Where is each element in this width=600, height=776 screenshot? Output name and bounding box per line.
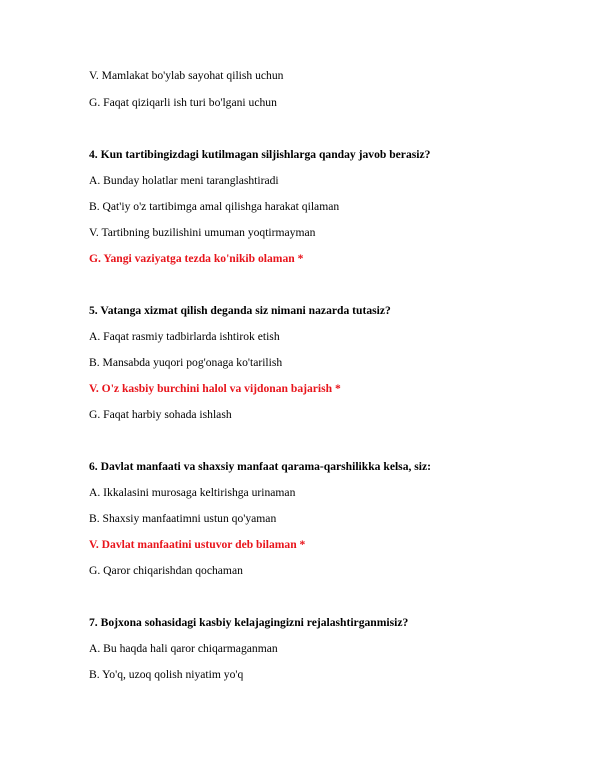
correct-answer-option: G. Yangi vaziyatga tezda ko'nikib olaman * [89, 252, 304, 265]
answer-option: A. Bu haqda hali qaror chiqarmaganman [89, 642, 278, 655]
answer-option: A. Faqat rasmiy tadbirlarda ishtirok etish [89, 330, 280, 343]
answer-option: G. Qaror chiqarishdan qochaman [89, 564, 243, 577]
answer-option: V. Mamlakat bo'ylab sayohat qilish uchun [89, 69, 284, 82]
correct-answer-option: V. O'z kasbiy burchini halol va vijdonan bajarish * [89, 382, 341, 395]
question-title: 4. Kun tartibingizdagi kutilmagan siljishlarga qanday javob berasiz? [89, 148, 431, 161]
answer-option: G. Faqat harbiy sohada ishlash [89, 408, 232, 421]
answer-option: A. Bunday holatlar meni taranglashtiradi [89, 174, 279, 187]
correct-answer-option: V. Davlat manfaatini ustuvor deb bilaman * [89, 538, 306, 551]
answer-option: A. Ikkalasini murosaga keltirishga urinaman [89, 486, 296, 499]
answer-option: B. Yo'q, uzoq qolish niyatim yo'q [89, 668, 244, 681]
answer-option: G. Faqat qiziqarli ish turi bo'lgani uchun [89, 96, 277, 109]
answer-option: V. Tartibning buzilishini umuman yoqtirmayman [89, 226, 316, 239]
question-title: 5. Vatanga xizmat qilish deganda siz nimani nazarda tutasiz? [89, 304, 391, 317]
answer-option: B. Qat'iy o'z tartibimga amal qilishga harakat qilaman [89, 200, 340, 213]
question-title: 6. Davlat manfaati va shaxsiy manfaat qarama-qarshilikka kelsa, siz: [89, 460, 432, 473]
question-title: 7. Bojxona sohasidagi kasbiy kelajagingizni rejalashtirganmisiz? [89, 616, 409, 629]
answer-option: B. Shaxsiy manfaatimni ustun qo'yaman [89, 512, 277, 525]
answer-option: B. Mansabda yuqori pog'onaga ko'tarilish [89, 356, 283, 369]
